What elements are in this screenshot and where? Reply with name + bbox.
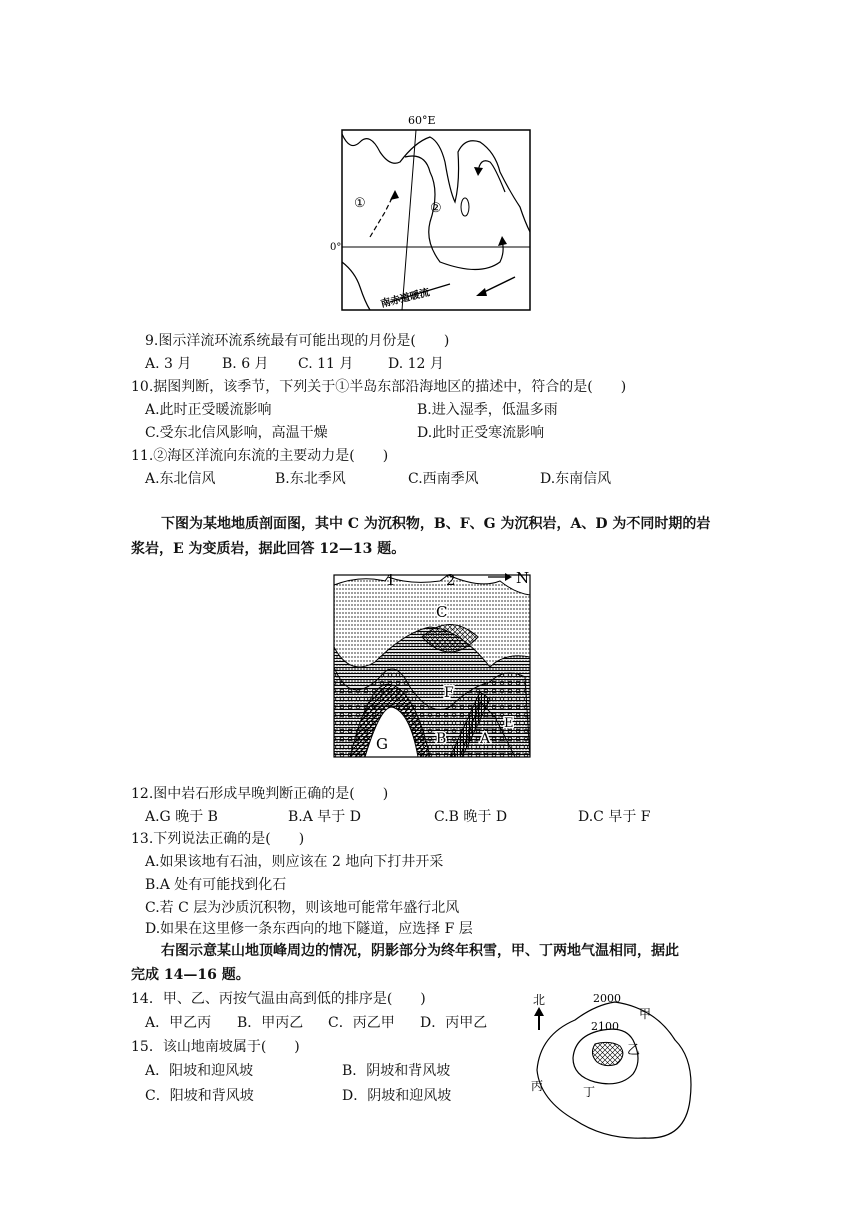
q11-option-a: A.东北信风 bbox=[145, 471, 216, 487]
loc-1-label: 1 bbox=[386, 571, 396, 589]
intro-14-line-1: 右图示意某山地顶峰周边的情况，阴影部分为终年积雪，甲、丁两地气温相同，据此 bbox=[161, 943, 679, 959]
layer-c-label: C bbox=[436, 603, 448, 621]
layer-f-label: F bbox=[444, 685, 454, 701]
q15-stem: 15．该山地南坡属于( ) bbox=[131, 1039, 300, 1055]
loc-2-label: 2 bbox=[446, 571, 456, 589]
region-1-label: ① bbox=[354, 196, 366, 211]
point-jia-label: 甲 bbox=[639, 1007, 652, 1021]
layer-a-label: A bbox=[480, 731, 491, 747]
q15-option-c: C．阳坡和背风坡 bbox=[145, 1088, 254, 1104]
q14-option-d: D．丙甲乙 bbox=[420, 1015, 488, 1031]
q10-stem: 10.据图判断，该季节，下列关于①半岛东部沿海地区的描述中，符合的是( ) bbox=[131, 379, 627, 395]
q13-option-b: B.A 处有可能找到化石 bbox=[145, 877, 287, 893]
q10-option-a: A.此时正受暖流影响 bbox=[145, 402, 272, 418]
q13-option-c: C.若 C 层为沙质沉积物，则该地可能常年盛行北风 bbox=[145, 900, 460, 916]
q11-option-c: C.西南季风 bbox=[408, 471, 479, 487]
longitude-label: 60°E bbox=[408, 114, 436, 127]
q11-option-b: B.东北季风 bbox=[275, 471, 346, 487]
current-label: 南赤道暖流 bbox=[379, 287, 431, 311]
q14-stem: 14．甲、乙、丙按气温由高到低的排序是( ) bbox=[131, 991, 426, 1007]
q11-stem: 11.②海区洋流向东流的主要动力是( ) bbox=[131, 448, 389, 464]
ocean-current-map bbox=[330, 112, 535, 317]
layer-g-label: G bbox=[376, 735, 388, 753]
q13-option-d: D.如果在这里修一条东西向的地下隧道，应选择 F 层 bbox=[145, 921, 473, 937]
q9-stem: 9.图示洋流环流系统最有可能出现的月份是( ) bbox=[145, 333, 450, 349]
contour-map bbox=[525, 990, 705, 1150]
q12-option-d: D.C 早于 F bbox=[578, 809, 651, 825]
q12-option-c: C.B 晚于 D bbox=[434, 809, 508, 825]
q13-stem: 13.下列说法正确的是( ) bbox=[131, 831, 305, 847]
layer-e-label: E bbox=[504, 716, 514, 731]
point-yi-label: 乙 bbox=[627, 1043, 641, 1058]
q14-option-a: A．甲乙丙 bbox=[145, 1015, 212, 1031]
geologic-section bbox=[330, 567, 535, 762]
q10-option-c: C.受东北信风影响，高温干燥 bbox=[145, 425, 328, 441]
north-label: N bbox=[516, 569, 530, 587]
equator-label: 0° bbox=[330, 242, 342, 253]
q9-option-b: B. 6 月 bbox=[222, 356, 269, 372]
q15-option-d: D．阴坡和迎风坡 bbox=[342, 1088, 452, 1104]
north-char: 北 bbox=[533, 993, 546, 1007]
q9-option-a: A. 3 月 bbox=[145, 356, 192, 372]
q11-option-d: D.东南信风 bbox=[540, 471, 612, 487]
q14-option-b: B．甲丙乙 bbox=[237, 1015, 304, 1031]
point-bing-label: 丙 bbox=[531, 1079, 544, 1093]
q15-option-b: B．阴坡和背风坡 bbox=[342, 1063, 451, 1079]
contour-2000-label: 2000 bbox=[593, 992, 621, 1005]
q14-option-c: C．丙乙甲 bbox=[328, 1015, 395, 1031]
q12-option-b: B.A 早于 D bbox=[288, 809, 361, 825]
intro-14-line-2: 完成 14—16 题。 bbox=[131, 967, 250, 983]
q10-option-b: B.进入湿季，低温多雨 bbox=[417, 402, 558, 418]
q13-option-a: A.如果该地有石油，则应该在 2 地向下打井开采 bbox=[145, 854, 444, 870]
layer-b-label: B bbox=[436, 731, 447, 747]
q12-stem: 12.图中岩石形成早晚判断正确的是( ) bbox=[131, 786, 389, 802]
region-2-label: ② bbox=[430, 201, 442, 216]
q15-option-a: A．阳坡和迎风坡 bbox=[145, 1063, 254, 1079]
point-ding-label: 丁 bbox=[583, 1085, 596, 1099]
q9-option-d: D. 12 月 bbox=[388, 356, 444, 372]
intro-12-line-1: 下图为某地地质剖面图，其中 C 为沉积物，B、F、G 为沉积岩，A、D 为不同时期的岩 bbox=[161, 516, 711, 532]
intro-12-line-2: 浆岩，E 为变质岩，据此回答 12—13 题。 bbox=[131, 541, 406, 557]
q9-option-c: C. 11 月 bbox=[298, 356, 354, 372]
q12-option-a: A.G 晚于 B bbox=[145, 809, 218, 825]
q10-option-d: D.此时正受寒流影响 bbox=[417, 425, 545, 441]
contour-2100-label: 2100 bbox=[591, 1020, 619, 1033]
